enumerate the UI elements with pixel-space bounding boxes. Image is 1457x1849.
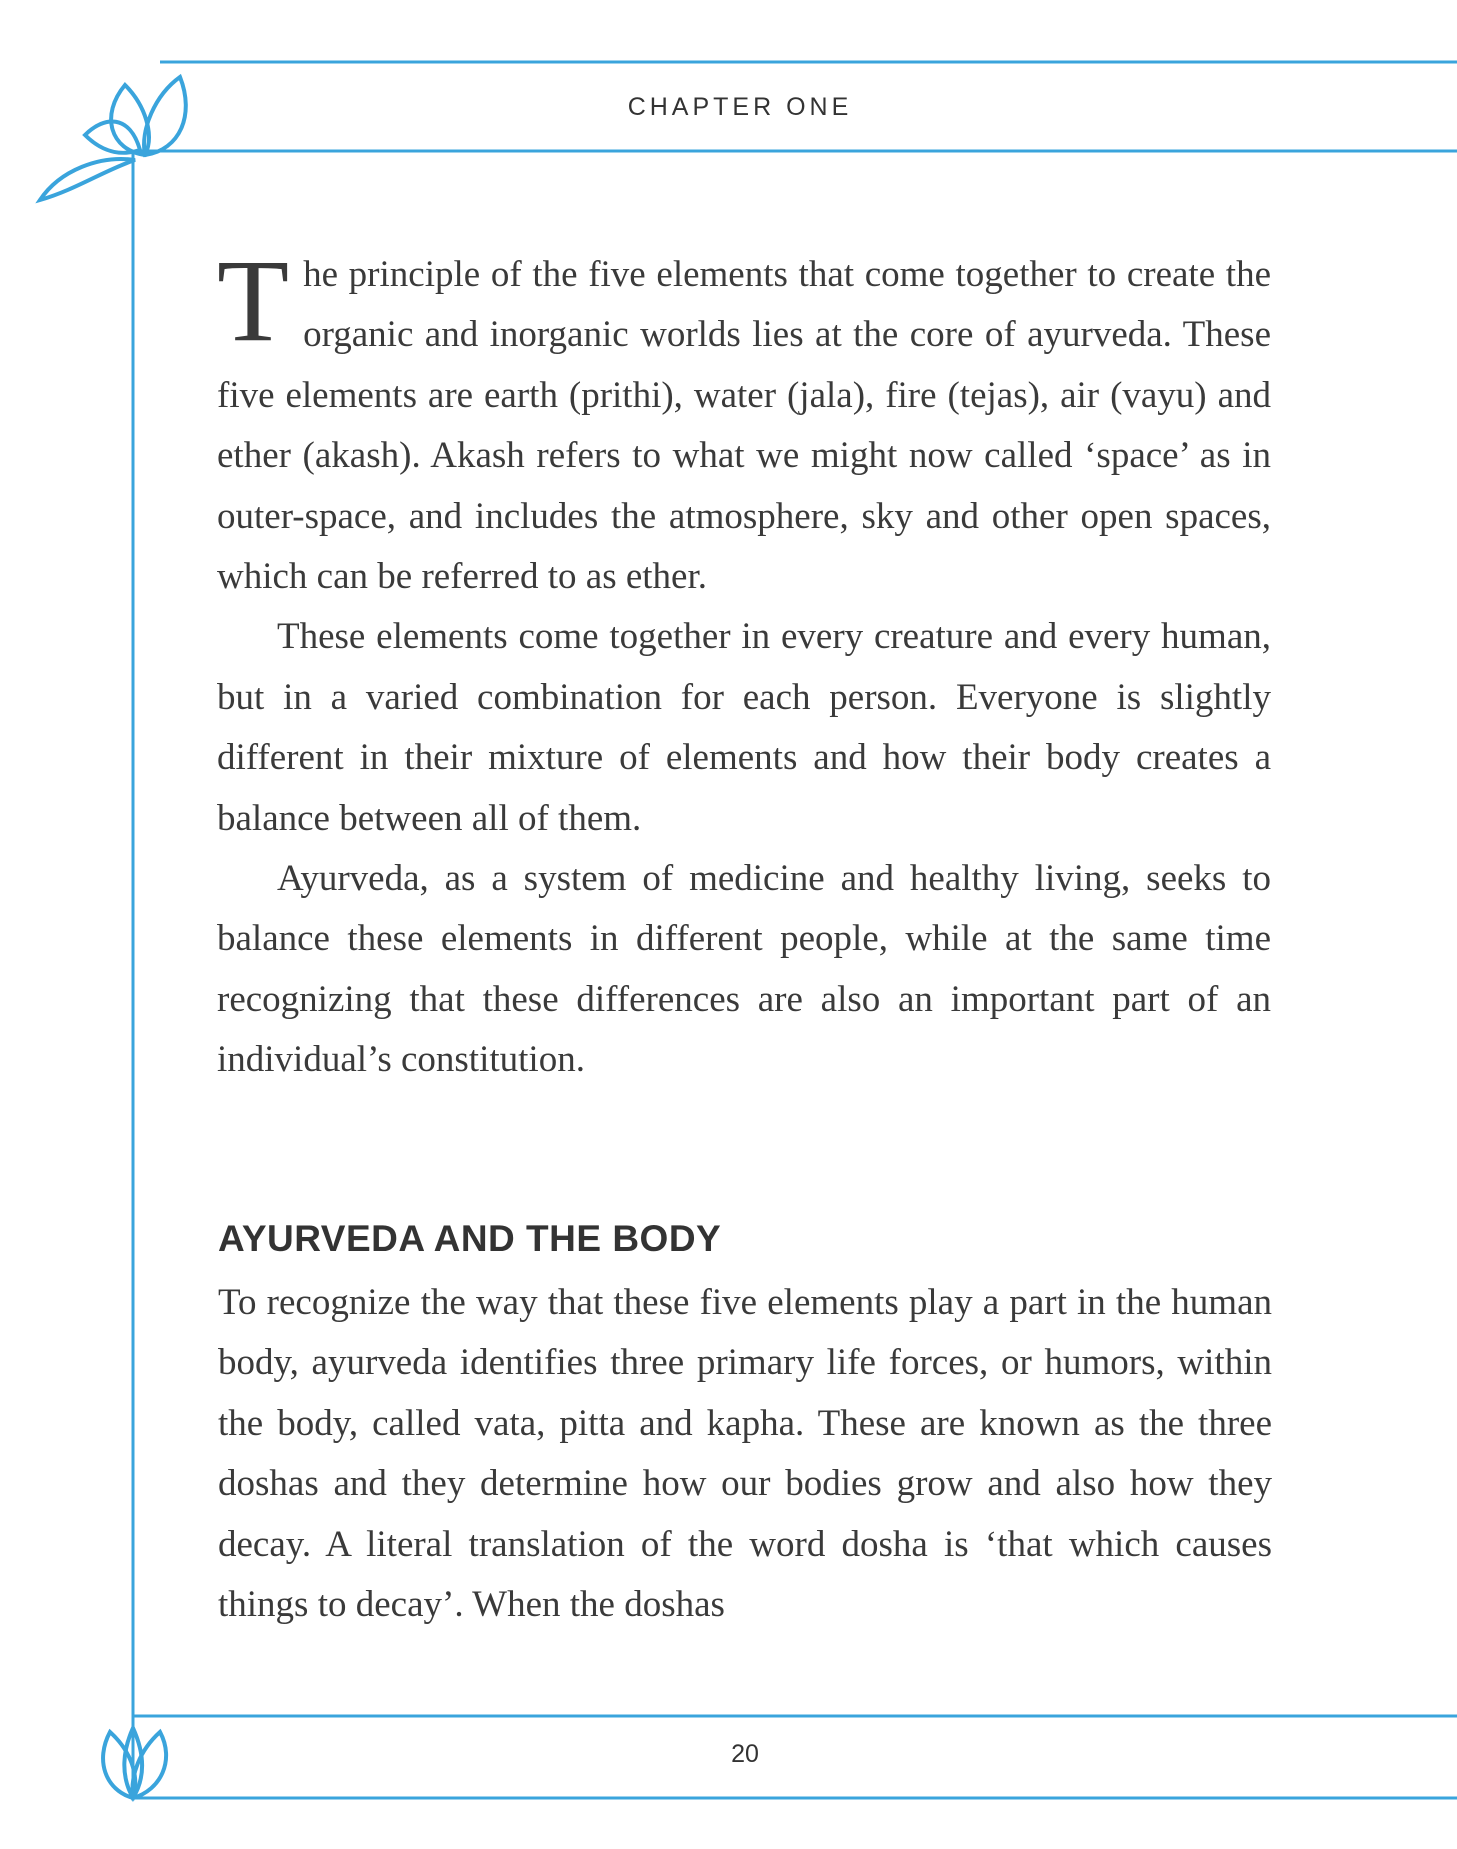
intro-paragraph-1 xyxy=(217,235,1271,607)
intro-text xyxy=(217,235,1271,1091)
lotus-ornament-bottom-icon xyxy=(85,1710,195,1811)
intro-paragraph-1-text: he principle of the five elements that come together to create the organic and inorganic worlds lies at the core of ayurveda. These five elements are earth (prithi), water (jala), fire (tejas), air (vayu) and ether (akash). Akash refers to what we might now called ‘space’ as in outer-space, and includes the atmosphere, sky and other open spaces, which can be referred to as ether. xyxy=(217,254,1271,598)
section-text xyxy=(218,1273,1272,1635)
lotus-ornament-top-icon xyxy=(30,55,200,220)
intro-paragraph-3: Ayurveda, as a system of medicine and healthy living, seeks to balance these elements in different people, while at the same time recognizing that these differences are also an important part of an individual’s constitution. xyxy=(217,858,1271,1081)
section-paragraph-1: To recognize the way that these five elements play a part in the human body, ayurveda identifies three primary life forces, or humors, within the body, called vata, pitta and kapha. These are known as the three doshas and they determine how our bodies grow and also how they decay. A literal translation of the word dosha is ‘that which causes things to decay’. When the doshas xyxy=(218,1282,1272,1626)
chapter-header: CHAPTER ONE xyxy=(627,93,853,121)
drop-cap: T xyxy=(217,235,290,366)
page-number: 20 xyxy=(731,1740,759,1768)
intro-paragraph-2: These elements come together in every creature and every human, but in a varied combination for each person. Everyone is slightly different in their mixture of elements and how their body creates a balance between all of them. xyxy=(217,616,1271,839)
section-heading: AYURVEDA AND THE BODY xyxy=(218,1218,722,1259)
